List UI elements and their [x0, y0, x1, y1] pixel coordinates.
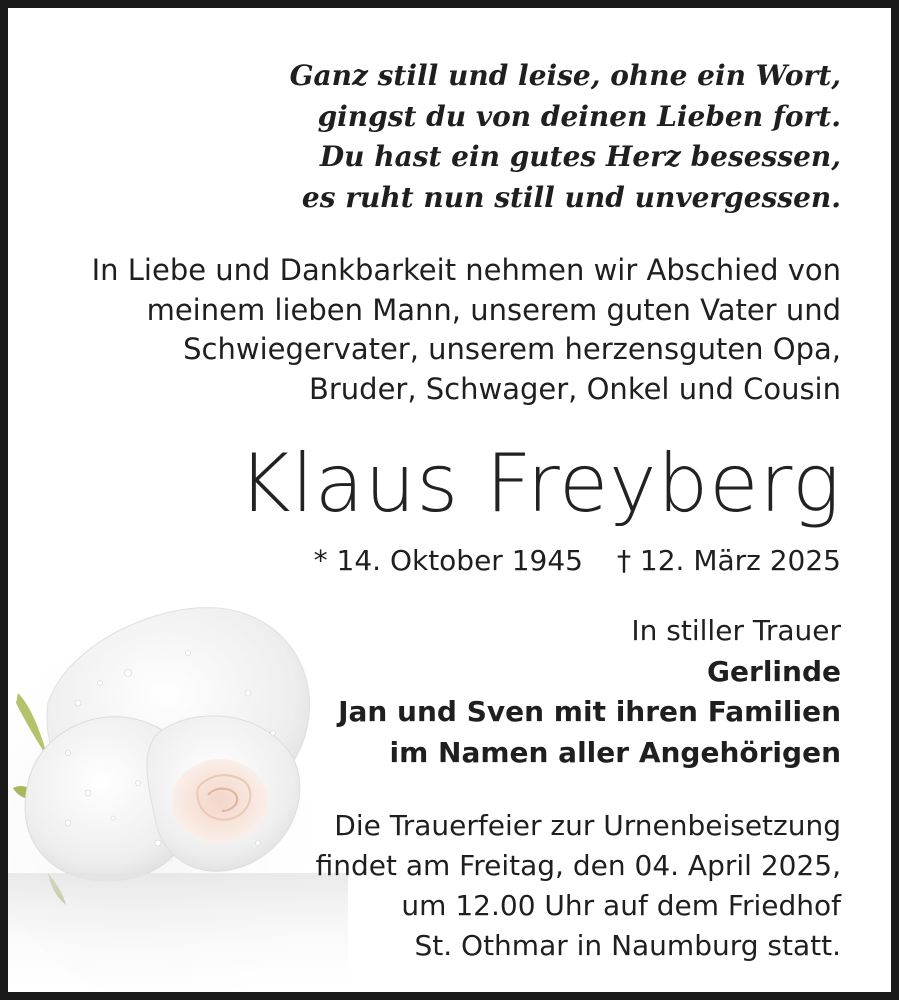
mourner-name: Gerlinde — [707, 654, 841, 688]
intro-line: meinem lieben Mann, unserem guten Vater und — [146, 292, 841, 327]
poem-line: es ruht nun still und unvergessen. — [301, 180, 841, 214]
poem-line: Du hast ein gutes Herz besessen, — [319, 140, 841, 173]
service-line: um 12.00 Uhr auf dem Friedhof — [401, 889, 841, 922]
intro-line: Schwiegervater, unserem herzensguten Opa, — [183, 332, 841, 366]
life-dates — [314, 541, 841, 581]
mourners-heading: In stiller Trauer — [631, 614, 841, 647]
intro-line: In Liebe und Dankbarkeit nehmen wir Abschied von — [91, 253, 841, 287]
mourner-name: Jan und Sven mit ihren Familien — [338, 695, 841, 728]
farewell-intro — [92, 251, 841, 409]
mourner-name: im Namen aller Angehörigen — [389, 735, 841, 769]
funeral-service-info — [316, 806, 841, 966]
memorial-poem — [290, 56, 841, 218]
service-line: findet am Freitag, den 04. April 2025, — [315, 849, 841, 882]
poem-line: Ganz still und leise, ohne ein Wort, — [289, 59, 841, 92]
mourners-block — [338, 611, 841, 773]
deceased-name: Klaus Freyberg — [238, 437, 841, 530]
poem-line: gingst du von deinen Lieben fort. — [317, 99, 841, 133]
service-line: St. Othmar in Naumburg statt. — [414, 929, 841, 962]
white-rose-icon — [8, 583, 348, 1000]
intro-line: Bruder, Schwager, Onkel und Cousin — [308, 371, 841, 406]
birth-date: * 14. Oktober 1945 — [313, 544, 583, 577]
death-date: † 12. März 2025 — [616, 544, 841, 577]
service-line: Die Trauerfeier zur Urnenbeisetzung — [334, 809, 841, 842]
